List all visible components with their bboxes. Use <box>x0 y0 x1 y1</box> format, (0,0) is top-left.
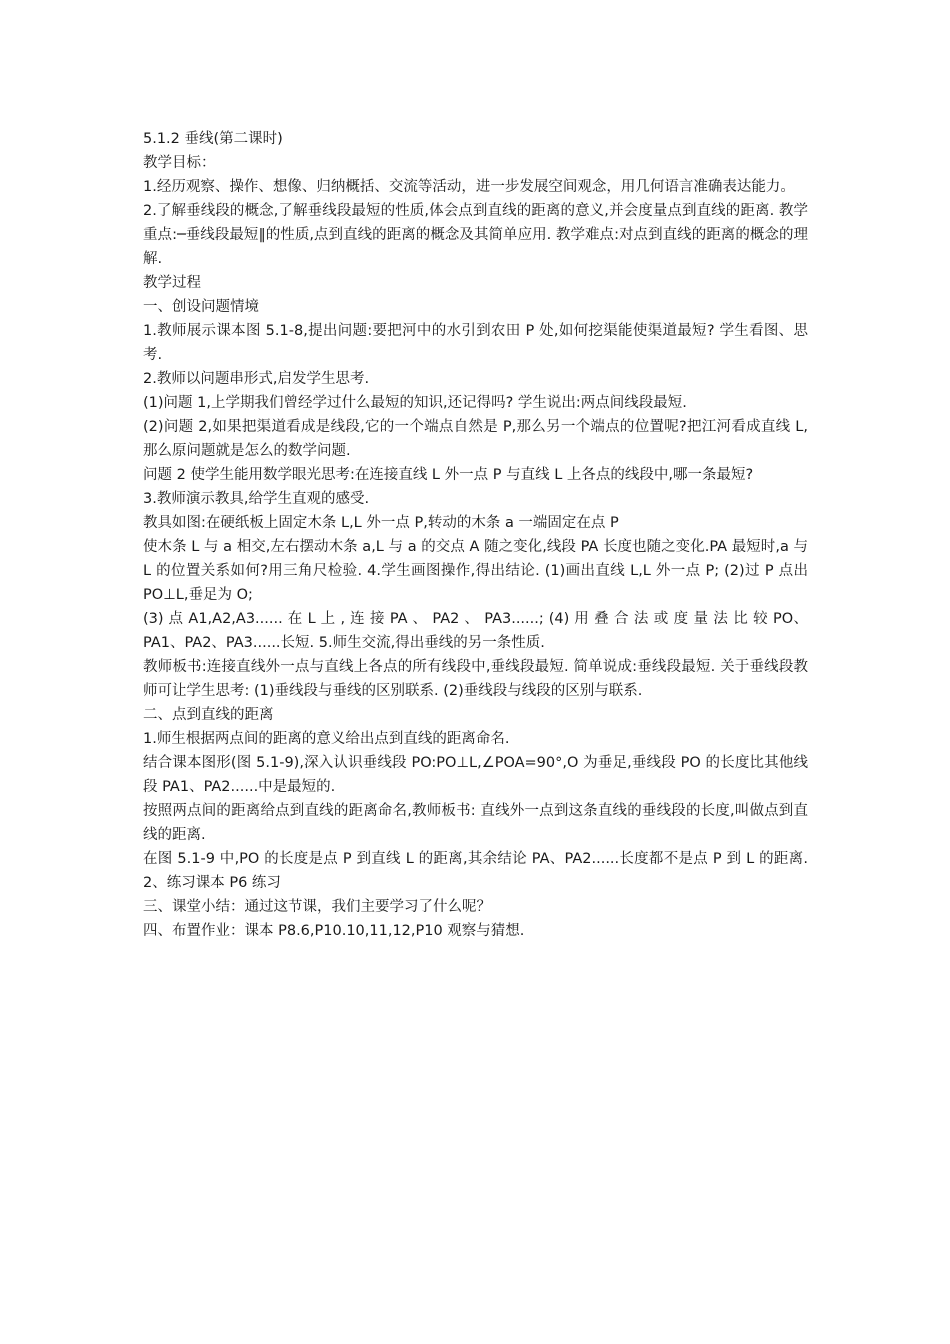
paragraph: 按照两点间的距离给点到直线的距离命名,教师板书: 直线外一点到这条直线的垂线段的长度,叫做点到直线的距离. <box>143 803 808 843</box>
lesson-title: 5.1.2 垂线(第二课时) <box>143 131 283 147</box>
paragraph: 3.教师演示教具,给学生直观的感受. <box>143 491 370 507</box>
paragraph: 教具如图:在硬纸板上固定木条 L,L 外一点 P,转动的木条 a 一端固定在点 P <box>143 515 619 531</box>
process-heading: 教学过程 <box>143 275 201 291</box>
document-body <box>143 127 808 943</box>
paragraph: 问题 2 使学生能用数学眼光思考:在连接直线 L 外一点 P 与直线 L 上各点的线段中,哪一条最短? <box>143 467 754 483</box>
paragraph: 结合课本图形(图 5.1-9),深入认识垂线段 PO:PO⊥L,∠POA=90°,O 为垂足,垂线段 PO 的长度比其他线段 PA1、PA2......中是最短的. <box>143 755 808 795</box>
paragraph: 使木条 L 与 a 相交,左右摆动木条 a,L 与 a 的交点 A 随之变化,线段 PA 长度也随之变化.PA 最短时,a 与 L 的位置关系如何?用三角尺检验. 4.学生画图操作,得出结论. (1)画出直线 L,L 外一点 P; (2)过 P 点出 PO⊥L,垂足为 O; <box>143 539 808 603</box>
paragraph: (1)问题 1,上学期我们曾经学过什么最短的知识,还记得吗? 学生说出:两点间线段最短. <box>143 395 687 411</box>
section-1-heading: 一、创设问题情境 <box>143 299 259 315</box>
section-2-heading: 二、点到直线的距离 <box>143 707 274 723</box>
paragraph: 2.教师以问题串形式,启发学生思考. <box>143 371 370 387</box>
objective-2: 2.了解垂线段的概念,了解垂线段最短的性质,体会点到直线的距离的意义,并会度量点到直线的距离. 教学重点:─垂线段最短‖的性质,点到直线的距离的概念及其简单应用. 教学难点:对点到直线的距离的概念的理解. <box>143 203 808 267</box>
section-4-homework: 四、布置作业：课本 P8.6,P10.10,11,12,P10 观察与猜想. <box>143 923 525 939</box>
paragraph: 1.师生根据两点间的距离的意义给出点到直线的距离命名. <box>143 731 510 747</box>
paragraph: 在图 5.1-9 中,PO 的长度是点 P 到直线 L 的距离,其余结论 PA、PA2......长度都不是点 P 到 L 的距离. 2、练习课本 P6 练习 <box>143 851 808 891</box>
paragraph: 1.教师展示课本图 5.1-8,提出问题:要把河中的水引到农田 P 处,如何挖渠能使渠道最短? 学生看图、思考. <box>143 323 808 363</box>
paragraph: (3) 点 A1,A2,A3...... 在 L 上 , 连 接 PA 、 PA2 、 PA3......; (4) 用 叠 合 法 或 度 量 法 比 较 PO、PA1、PA2、PA3......长短. 5.师生交流,得出垂线的另一条性质. <box>143 611 808 651</box>
paragraph: (2)问题 2,如果把渠道看成是线段,它的一个端点自然是 P,那么另一个端点的位置呢?把江河看成直线 L,那么原问题就是怎么的数学问题. <box>143 419 808 459</box>
objectives-heading: 教学目标： <box>143 155 216 171</box>
objective-1: 1.经历观察、操作、想像、归纳概括、交流等活动，进一步发展空间观念，用几何语言准确表达能力。 <box>143 179 795 195</box>
paragraph: 教师板书:连接直线外一点与直线上各点的所有线段中,垂线段最短. 简单说成:垂线段最短. 关于垂线段教师可让学生思考: (1)垂线段与垂线的区别联系. (2)垂线段与线段的区别与联系. <box>143 659 808 699</box>
section-3-summary: 三、课堂小结：通过这节课，我们主要学习了什么呢？ <box>143 899 491 915</box>
